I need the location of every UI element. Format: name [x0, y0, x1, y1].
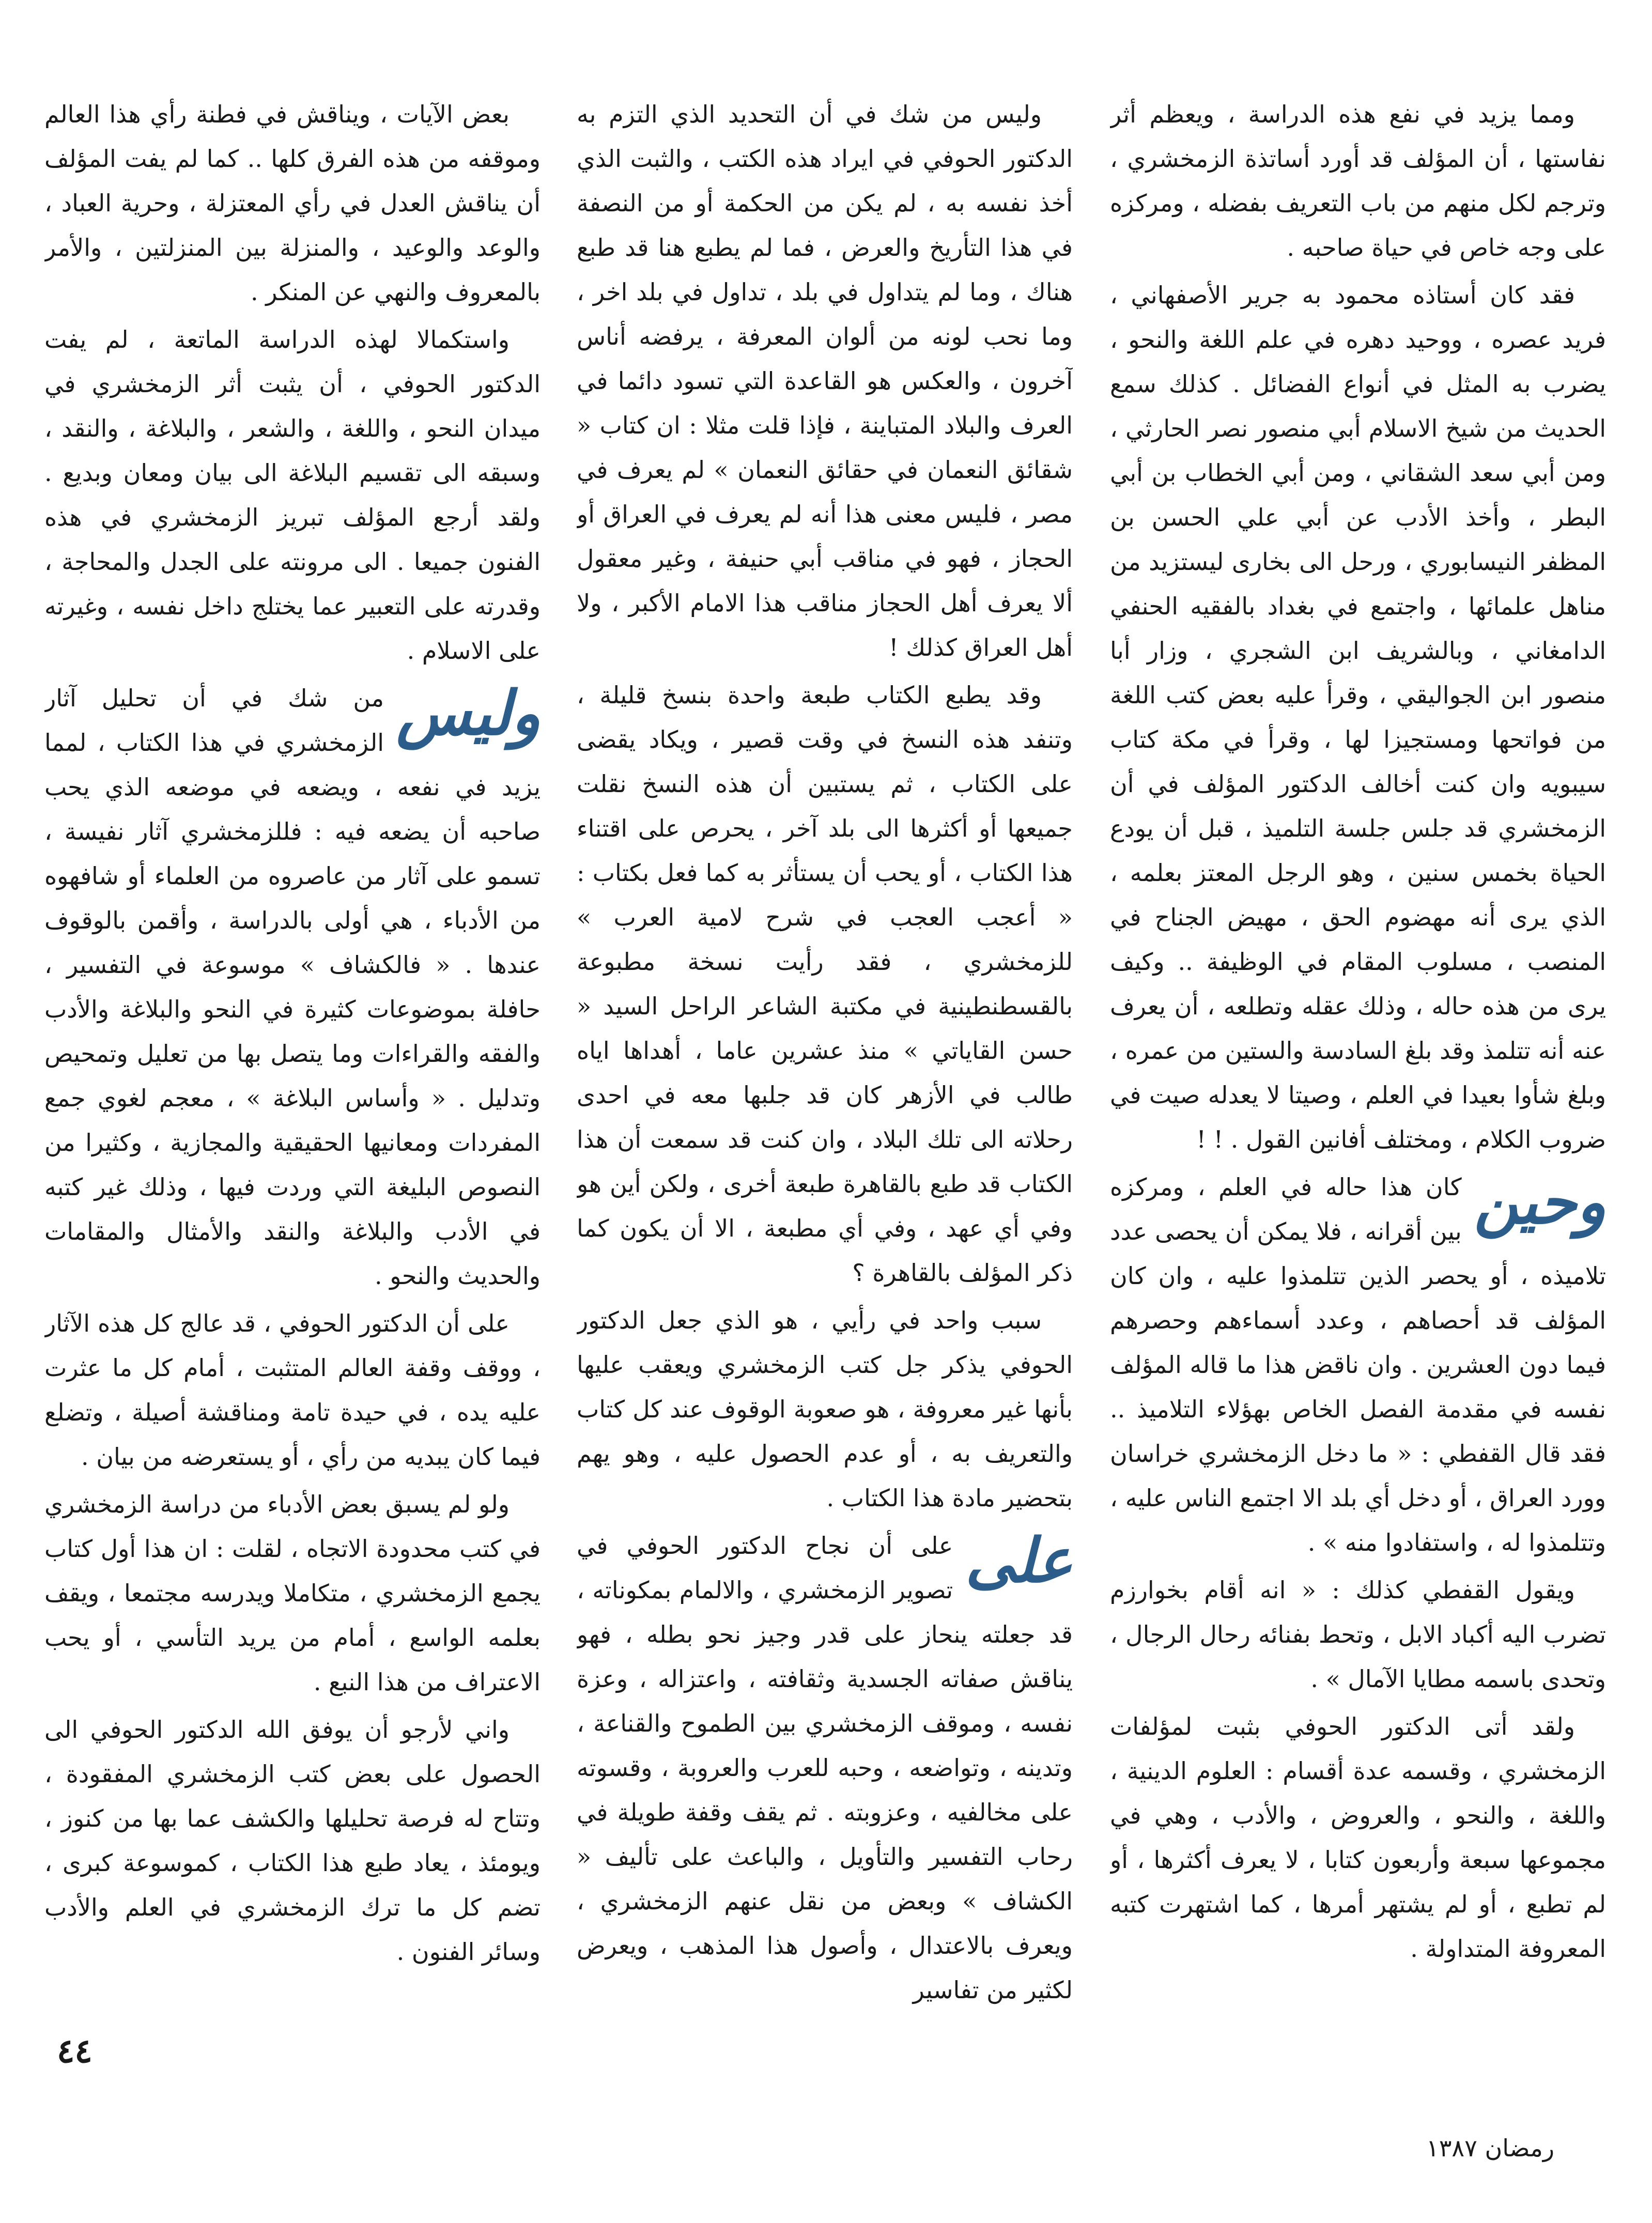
paragraph-with-dropcap [44, 676, 541, 1298]
paragraph-with-dropcap [577, 1523, 1073, 2012]
paragraph: على أن الدكتور الحوفي ، قد عالج كل هذه الآثار ، ووقف وقفة العالم المتثبت ، أمام كل ما عثرت عليه يده ، في حيدة تامة ومناقشة أصيلة ، وتضلع فيما كان يبديه من رأي ، أو يستعرضه من بيان . [44, 1309, 541, 1471]
dropcap: وحين [1474, 1166, 1606, 1238]
paragraph-text: كان هذا حاله في العلم ، ومركزه بين أقرانه ، فلا يمكن أن يحصى عدد تلاميذه ، أو يحصر الذين تتلمذوا عليه ، وان كان المؤلف قد أحصاهم ، وعدد أسماءهم وحصرهم فيما دون العشرين . وان ناقض هذا ما قاله المؤلف نفسه في مقدمة الفصل الخاص بهؤلاء التلاميذ .. فقد قال القفطي : « ما دخل الزمخشري خراسان وورد العراق ، أو دخل أي بلد الا اجتمع الناس عليه ، وتتلمذوا له ، واستفادوا منه » . [1110, 1173, 1606, 1556]
paragraph-text: على أن نجاح الدكتور الحوفي في تصوير الزمخشري ، والالمام بمكوناته ، قد جعلته ينحاز على قدر وجيز نحو بطله ، فهو يناقش صفاته الجسدية وثقافته ، واعتزاله ، وعزة نفسه ، وموقف الزمخشري بين الطموح والقناعة ، وتدينه ، وتواضعه ، وحبه للعرب والعروبة ، وقسوته على مخالفيه ، وعزوبته . ثم يقف وقفة طويلة في رحاب التفسير والتأويل ، والباعث على تأليف « الكشاف » وبعض من نقل عنهم الزمخشري ، ويعرف بالاعتدال ، وأصول هذا المذهب ، ويعرض لكثير من تفاسير [577, 1532, 1073, 2004]
issue-date: رمضان ١٣٨٧ [1426, 2134, 1554, 2162]
dropcap: وليس [396, 677, 541, 749]
paragraph: ولو لم يسبق بعض الأدباء من دراسة الزمخشري في كتب محدودة الاتجاه ، لقلت : ان هذا أول كتاب يجمع الزمخشري ، متكاملا ويدرسه مجتمعا ، ويقف بعلمه الواسع ، أمام من يريد التأسي ، أو يحب الاعتراف من هذا النبع . [44, 1490, 541, 1696]
column-middle [577, 92, 1073, 2092]
paragraph: وقد يطبع الكتاب طبعة واحدة بنسخ قليلة ، وتنفد هذه النسخ في وقت قصير ، ويكاد يقضى على الكتاب ، ثم يستبين أن هذه النسخ نقلت جميعها أو أكثرها الى بلد آخر ، يحرص على اقتناء هذا الكتاب ، أو يحب أن يستأثر به كما فعل بكتاب : « أعجب العجب في شرح لامية العرب » للزمخشري ، فقد رأيت نسخة مطبوعة بالقسطنطينية في مكتبة الشاعر الراحل السيد « حسن القاياتي » منذ عشرين عاما ، أهداها اياه طالب في الأزهر كان قد جلبها معه في احدى رحلاته الى تلك البلاد ، وان كنت قد سمعت أن هذا الكتاب قد طبع بالقاهرة طبعة أخرى ، ولكن أين هو وفي أي عهد ، وفي أي مطبعة ، الا أن يكون كما ذكر المؤلف بالقاهرة ؟ [577, 681, 1073, 1287]
paragraph-with-dropcap [1110, 1165, 1606, 1565]
paragraph: سبب واحد في رأيي ، هو الذي جعل الدكتور الحوفي يذكر جل كتب الزمخشري ويعقب عليها بأنها غير معروفة ، هو صعوبة الوقوف عند كل كتاب والتعريف به ، أو عدم الحصول عليه ، وهو يهم بتحضير مادة هذا الكتاب . [577, 1306, 1073, 1512]
column-right [1110, 92, 1606, 2092]
paragraph: فقد كان أستاذه محمود به جرير الأصفهاني ، فريد عصره ، ووحيد دهره في علم اللغة والنحو ، يضرب به المثل في أنواع الفضائل . كذلك سمع الحديث من شيخ الاسلام أبي منصور نصر الحارثي ، ومن أبي سعد الشقاني ، ومن أبي الخطاب بن أبي البطر ، وأخذ الأدب عن أبي علي الحسن بن المظفر النيسابوري ، ورحل الى بخارى ليستزيد من مناهل علمائها ، واجتمع في بغداد بالفقيه الحنفي الدامغاني ، وبالشريف ابن الشجري ، وزار أبا منصور ابن الجواليقي ، وقرأ عليه بعض كتب اللغة من فواتحها ومستجيزا لها ، وقرأ في مكة كتاب سيبويه وان كنت أخالف الدكتور المؤلف في أن الزمخشري قد جلس جلسة التلميذ ، قبل أن يودع الحياة بخمس سنين ، وهو الرجل المعتز بعلمه ، الذي يرى أنه مهضوم الحق ، مهيض الجناح في المنصب ، مسلوب المقام في الوظيفة .. وكيف يرى من هذه حاله ، وذلك عقله وتطلعه ، أن يعرف عنه أنه تتلمذ وقد بلغ السادسة والستين من عمره ، وبلغ شأوا بعيدا في العلم ، وصيتا لا يعدله صيت في ضروب الكلام ، ومختلف أفانين القول . ! ! [1110, 281, 1606, 1153]
paragraph: واستكمالا لهذه الدراسة الماتعة ، لم يفت الدكتور الحوفي ، أن يثبت أثر الزمخشري في ميدان النحو ، واللغة ، والشعر ، والبلاغة ، والنقد ، وسبقه الى تقسيم البلاغة الى بيان ومعان وبديع . ولقد أرجع المؤلف تبريز الزمخشري في هذه الفنون جميعا . الى مرونته على الجدل والمحاجة ، وقدرته على التعبير عما يختلج داخل نفسه ، وغيرته على الاسلام . [44, 326, 541, 665]
paragraph: ولقد أتى الدكتور الحوفي بثبت لمؤلفات الزمخشري ، وقسمه عدة أقسام : العلوم الدينية ، واللغة ، والنحو ، والعروض ، والأدب ، وهي في مجموعها سبعة وأربعون كتابا ، لا يعرف أكثرها ، أو لم تطبع ، أو لم يشتهر أمرها ، كما اشتهرت كتبه المعروفة المتداولة . [1110, 1712, 1606, 1963]
paragraph: بعض الآيات ، ويناقش في فطنة رأي هذا العالم وموقفه من هذه الفرق كلها .. كما لم يفت المؤلف أن يناقش العدل في رأي المعتزلة ، وحرية العباد ، والوعد والوعيد ، والمنزلة بين المنزلتين ، والأمر بالمعروف والنهي عن المنكر . [44, 100, 541, 306]
column-left [44, 92, 541, 2092]
paragraph: ومما يزيد في نفع هذه الدراسة ، ويعظم أثر نفاستها ، أن المؤلف قد أورد أساتذة الزمخشري ، وترجم لكل منهم من باب التعريف بفضله ، ومركزه على وجه خاص في حياة صاحبه . [1110, 100, 1606, 261]
page-number: ٤٤ [57, 2032, 92, 2071]
paragraph: واني لأرجو أن يوفق الله الدكتور الحوفي الى الحصول على بعض كتب الزمخشري المفقودة ، وتتاح له فرصة تحليلها والكشف عما بها من كنوز ، ويومئذ ، يعاد طبع هذا الكتاب ، كموسوعة كبرى ، تضم كل ما ترك الزمخشري في العلم والأدب وسائر الفنون . [44, 1716, 541, 1966]
paragraph: وليس من شك في أن التحديد الذي التزم به الدكتور الحوفي في ايراد هذه الكتب ، والثبت الذي أخذ نفسه به ، لم يكن من الحكمة أو من النصفة في هذا التأريخ والعرض ، فما لم يطبع هنا قد طبع هناك ، وما لم يتداول في بلد ، تداول في بلد اخر ، وما نحب لونه من ألوان المعرفة ، يرفضه أناس آخرون ، والعكس هو القاعدة التي تسود دائما في العرف والبلاد المتباينة ، فإذا قلت مثلا : ان كتاب « شقائق النعمان في حقائق النعمان » لم يعرف في مصر ، فليس معنى هذا أنه لم يعرف في العراق أو الحجاز ، فهو في مناقب أبي حنيفة ، وغير معقول ألا يعرف أهل الحجاز مناقب هذا الامام الأكبر ، ولا أهل العراق كذلك ! [577, 100, 1073, 661]
paragraph: ويقول القفطي كذلك : « انه أقام بخوارزم تضرب اليه أكباد الابل ، وتحط بفنائه رحال الرجال ، وتحدى باسمه مطايا الآمال » . [1110, 1576, 1606, 1693]
dropcap: على [965, 1524, 1073, 1596]
paragraph-text: من شك في أن تحليل آثار الزمخشري في هذا الكتاب ، لمما يزيد في نفعه ، ويضعه في موضعه الذي يحب صاحبه أن يضعه فيه : فللزمخشري آثار نفيسة ، تسمو على آثار من عاصروه من العلماء أو شافهوه من الأدباء ، هي أولى بالدراسة ، وأقمن بالوقوف عندها . « فالكشاف » موسوعة في التفسير ، حافلة بموضوعات كثيرة في النحو والبلاغة والأدب والفقه والقراءات وما يتصل بها من تعليل وتمحيص وتدليل . « وأساس البلاغة » ، معجم لغوي جمع المفردات ومعانيها الحقيقية والمجازية ، وكثيرا من النصوص البليغة التي وردت فيها ، وذلك غير كتبه في الأدب والبلاغة والنقد والأمثال والمقامات والحديث والنحو . [44, 684, 541, 1290]
